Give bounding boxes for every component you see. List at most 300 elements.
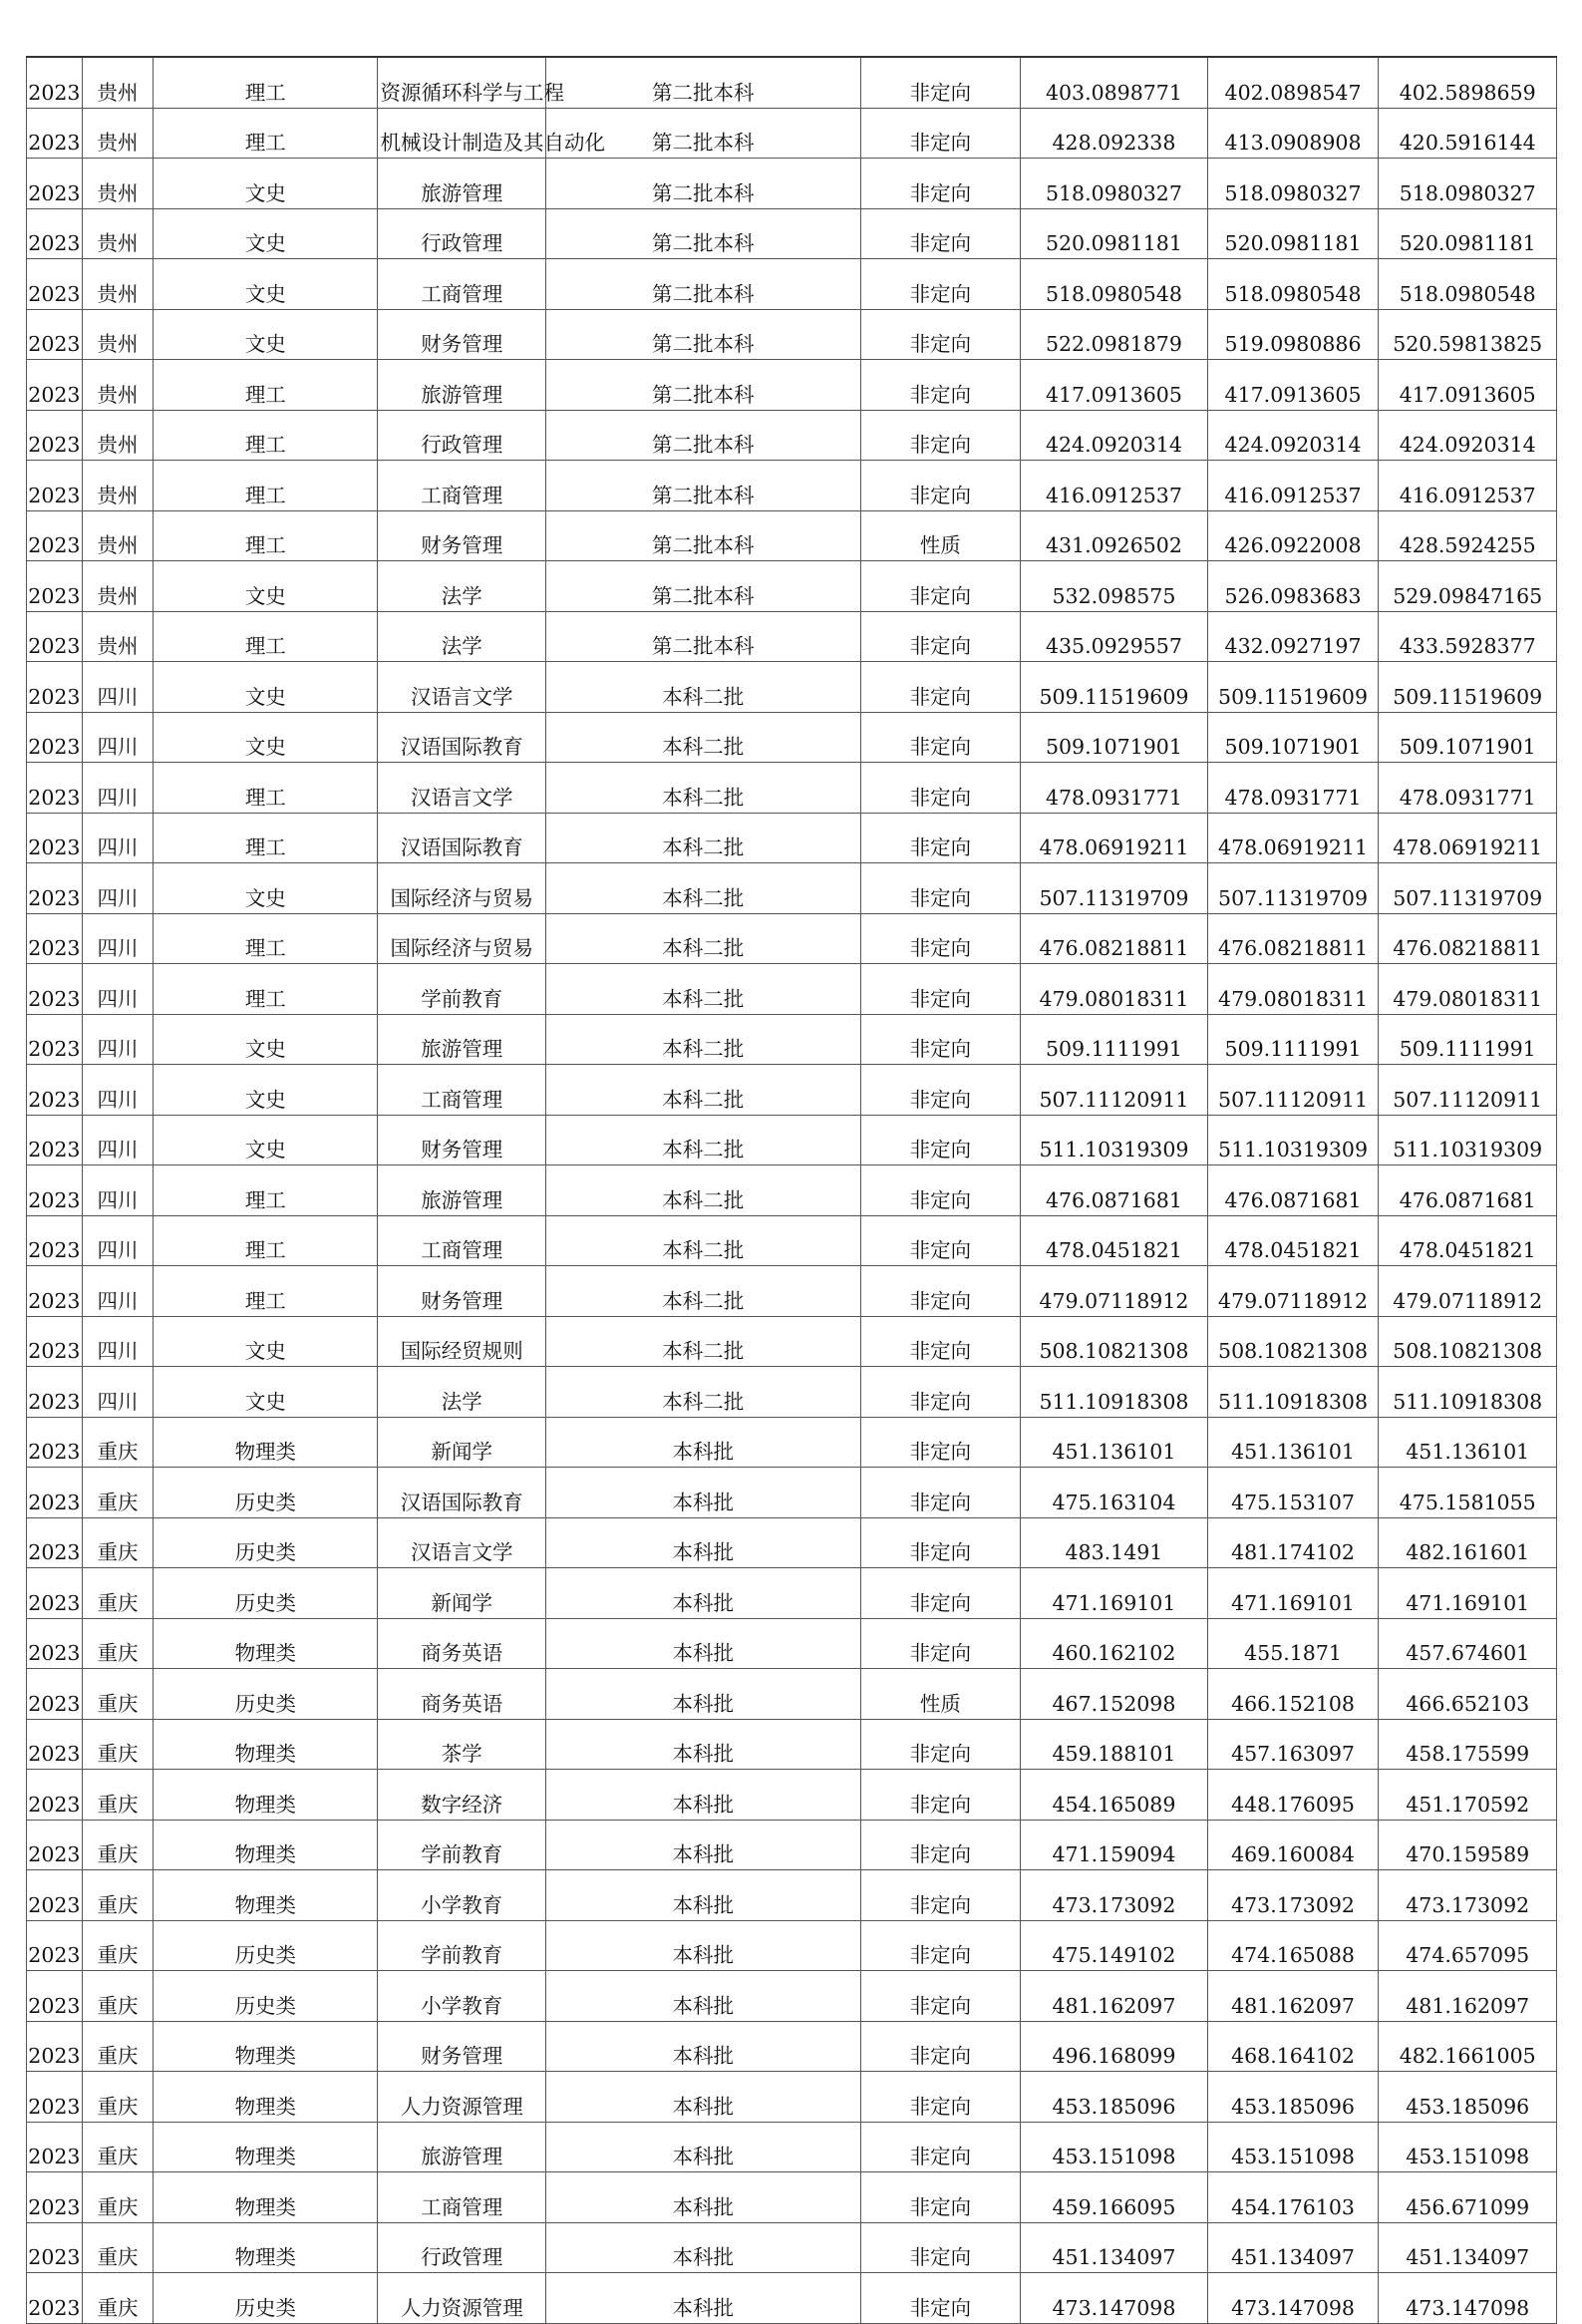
- year-cell: 2023: [27, 1719, 83, 1770]
- min-score-cell: 518.0980548: [1207, 259, 1379, 310]
- type-cell: 非定向: [860, 1770, 1021, 1821]
- type-cell: 非定向: [860, 913, 1021, 964]
- table-row: [27, 964, 1557, 1015]
- province-cell: 重庆: [82, 2021, 153, 2072]
- year-cell: 2023: [27, 1920, 83, 1971]
- max-score-cell: 403.0898771: [1021, 57, 1207, 108]
- batch-cell: 本科二批: [545, 913, 860, 964]
- min-score-cell: 507.11120911: [1207, 1065, 1379, 1116]
- category-cell: 理工: [154, 611, 378, 662]
- major-cell: 机械设计制造及其自动化: [378, 108, 545, 159]
- avg-score-cell: 456.671099: [1379, 2172, 1557, 2223]
- table-row: [27, 561, 1557, 612]
- avg-score-cell: 451.134097: [1379, 2222, 1557, 2273]
- table-row: [27, 1266, 1557, 1317]
- type-cell: 非定向: [860, 2273, 1021, 2324]
- category-cell: 文史: [154, 1316, 378, 1367]
- province-cell: 贵州: [82, 259, 153, 310]
- batch-cell: 本科批: [545, 1669, 860, 1720]
- table-row: [27, 2122, 1557, 2172]
- major-cell: 旅游管理: [378, 2122, 545, 2172]
- min-score-cell: 511.10319309: [1207, 1115, 1379, 1165]
- province-cell: 重庆: [82, 1669, 153, 1720]
- type-cell: 非定向: [860, 2021, 1021, 2072]
- batch-cell: 本科批: [545, 1719, 860, 1770]
- year-cell: 2023: [27, 611, 83, 662]
- category-cell: 物理类: [154, 1417, 378, 1468]
- category-cell: 文史: [154, 259, 378, 310]
- type-cell: 非定向: [860, 1870, 1021, 1921]
- min-score-cell: 474.165088: [1207, 1920, 1379, 1971]
- table-row: [27, 712, 1557, 763]
- province-cell: 四川: [82, 662, 153, 713]
- min-score-cell: 476.08218811: [1207, 913, 1379, 964]
- major-cell: 商务英语: [378, 1618, 545, 1669]
- major-cell: 新闻学: [378, 1417, 545, 1468]
- table-row: [27, 913, 1557, 964]
- province-cell: 贵州: [82, 108, 153, 159]
- max-score-cell: 460.162102: [1021, 1618, 1207, 1669]
- major-cell: 工商管理: [378, 1215, 545, 1266]
- table-row: [27, 1215, 1557, 1266]
- batch-cell: 第二批本科: [545, 611, 860, 662]
- type-cell: 非定向: [860, 159, 1021, 209]
- major-cell: 法学: [378, 561, 545, 612]
- max-score-cell: 453.151098: [1021, 2122, 1207, 2172]
- type-cell: 非定向: [860, 1165, 1021, 1216]
- province-cell: 重庆: [82, 1468, 153, 1518]
- year-cell: 2023: [27, 1971, 83, 2022]
- table-row: [27, 1367, 1557, 1418]
- avg-score-cell: 507.11120911: [1379, 1065, 1557, 1116]
- batch-cell: 本科二批: [545, 1367, 860, 1418]
- table-row: [27, 1820, 1557, 1870]
- category-cell: 文史: [154, 662, 378, 713]
- avg-score-cell: 482.1661005: [1379, 2021, 1557, 2072]
- batch-cell: 第二批本科: [545, 309, 860, 360]
- major-cell: 法学: [378, 611, 545, 662]
- batch-cell: 本科二批: [545, 1115, 860, 1165]
- province-cell: 四川: [82, 1316, 153, 1367]
- category-cell: 物理类: [154, 1770, 378, 1821]
- avg-score-cell: 476.0871681: [1379, 1165, 1557, 1216]
- province-cell: 四川: [82, 1367, 153, 1418]
- batch-cell: 本科批: [545, 2072, 860, 2123]
- year-cell: 2023: [27, 1820, 83, 1870]
- table-row: [27, 1517, 1557, 1568]
- province-cell: 四川: [82, 964, 153, 1015]
- major-cell: 国际经济与贸易: [378, 913, 545, 964]
- avg-score-cell: 402.5898659: [1379, 57, 1557, 108]
- batch-cell: 本科批: [545, 1417, 860, 1468]
- min-score-cell: 481.162097: [1207, 1971, 1379, 2022]
- min-score-cell: 466.152108: [1207, 1669, 1379, 1720]
- major-cell: 资源循环科学与工程: [378, 57, 545, 108]
- table-row: [27, 259, 1557, 310]
- province-cell: 重庆: [82, 1568, 153, 1619]
- year-cell: 2023: [27, 1014, 83, 1065]
- table-row: [27, 662, 1557, 713]
- major-cell: 工商管理: [378, 259, 545, 310]
- min-score-cell: 469.160084: [1207, 1820, 1379, 1870]
- table-row: [27, 1719, 1557, 1770]
- major-cell: 财务管理: [378, 309, 545, 360]
- batch-cell: 本科二批: [545, 763, 860, 814]
- min-score-cell: 453.185096: [1207, 2072, 1379, 2123]
- province-cell: 四川: [82, 1165, 153, 1216]
- min-score-cell: 509.1111991: [1207, 1014, 1379, 1065]
- category-cell: 历史类: [154, 1468, 378, 1518]
- major-cell: 小学教育: [378, 1971, 545, 2022]
- type-cell: 非定向: [860, 1115, 1021, 1165]
- year-cell: 2023: [27, 108, 83, 159]
- table-row: [27, 360, 1557, 411]
- province-cell: 重庆: [82, 1719, 153, 1770]
- major-cell: 国际经贸规则: [378, 1316, 545, 1367]
- year-cell: 2023: [27, 1669, 83, 1720]
- year-cell: 2023: [27, 57, 83, 108]
- table-row: [27, 2021, 1557, 2072]
- year-cell: 2023: [27, 309, 83, 360]
- type-cell: 非定向: [860, 2122, 1021, 2172]
- batch-cell: 本科二批: [545, 1014, 860, 1065]
- province-cell: 四川: [82, 813, 153, 863]
- province-cell: 四川: [82, 863, 153, 914]
- major-cell: 工商管理: [378, 461, 545, 511]
- avg-score-cell: 476.08218811: [1379, 913, 1557, 964]
- max-score-cell: 428.092338: [1021, 108, 1207, 159]
- province-cell: 重庆: [82, 2222, 153, 2273]
- table-row: [27, 611, 1557, 662]
- avg-score-cell: 457.674601: [1379, 1618, 1557, 1669]
- year-cell: 2023: [27, 712, 83, 763]
- avg-score-cell: 474.657095: [1379, 1920, 1557, 1971]
- type-cell: 非定向: [860, 1719, 1021, 1770]
- batch-cell: 本科二批: [545, 1266, 860, 1317]
- category-cell: 文史: [154, 309, 378, 360]
- province-cell: 贵州: [82, 159, 153, 209]
- type-cell: 非定向: [860, 1568, 1021, 1619]
- major-cell: 法学: [378, 1367, 545, 1418]
- year-cell: 2023: [27, 1316, 83, 1367]
- min-score-cell: 451.136101: [1207, 1417, 1379, 1468]
- max-score-cell: 451.136101: [1021, 1417, 1207, 1468]
- type-cell: 非定向: [860, 309, 1021, 360]
- province-cell: 贵州: [82, 208, 153, 259]
- type-cell: 非定向: [860, 208, 1021, 259]
- category-cell: 文史: [154, 712, 378, 763]
- batch-cell: 第二批本科: [545, 561, 860, 612]
- major-cell: 行政管理: [378, 410, 545, 461]
- table-row: [27, 1468, 1557, 1518]
- type-cell: 非定向: [860, 1014, 1021, 1065]
- year-cell: 2023: [27, 1517, 83, 1568]
- category-cell: 理工: [154, 1266, 378, 1317]
- avg-score-cell: 458.175599: [1379, 1719, 1557, 1770]
- batch-cell: 本科批: [545, 1770, 860, 1821]
- year-cell: 2023: [27, 259, 83, 310]
- min-score-cell: 473.173092: [1207, 1870, 1379, 1921]
- type-cell: 非定向: [860, 1468, 1021, 1518]
- category-cell: 物理类: [154, 2172, 378, 2223]
- max-score-cell: 453.185096: [1021, 2072, 1207, 2123]
- year-cell: 2023: [27, 763, 83, 814]
- batch-cell: 本科二批: [545, 712, 860, 763]
- type-cell: 非定向: [860, 1820, 1021, 1870]
- major-cell: 数字经济: [378, 1770, 545, 1821]
- type-cell: 非定向: [860, 1215, 1021, 1266]
- major-cell: 工商管理: [378, 2172, 545, 2223]
- table-row: [27, 461, 1557, 511]
- batch-cell: 第二批本科: [545, 461, 860, 511]
- year-cell: 2023: [27, 208, 83, 259]
- year-cell: 2023: [27, 863, 83, 914]
- max-score-cell: 511.10319309: [1021, 1115, 1207, 1165]
- type-cell: 非定向: [860, 712, 1021, 763]
- max-score-cell: 518.0980327: [1021, 159, 1207, 209]
- category-cell: 历史类: [154, 1971, 378, 2022]
- major-cell: 商务英语: [378, 1669, 545, 1720]
- major-cell: 汉语国际教育: [378, 1468, 545, 1518]
- table-row: [27, 1971, 1557, 2022]
- type-cell: 非定向: [860, 2072, 1021, 2123]
- table-row: [27, 108, 1557, 159]
- type-cell: 非定向: [860, 1367, 1021, 1418]
- avg-score-cell: 453.151098: [1379, 2122, 1557, 2172]
- min-score-cell: 508.10821308: [1207, 1316, 1379, 1367]
- province-cell: 四川: [82, 913, 153, 964]
- type-cell: 非定向: [860, 1316, 1021, 1367]
- max-score-cell: 508.10821308: [1021, 1316, 1207, 1367]
- table-row: [27, 159, 1557, 209]
- type-cell: 性质: [860, 1669, 1021, 1720]
- type-cell: 非定向: [860, 1618, 1021, 1669]
- avg-score-cell: 451.170592: [1379, 1770, 1557, 1821]
- batch-cell: 本科批: [545, 1517, 860, 1568]
- type-cell: 非定向: [860, 360, 1021, 411]
- avg-score-cell: 478.0451821: [1379, 1215, 1557, 1266]
- avg-score-cell: 509.11519609: [1379, 662, 1557, 713]
- batch-cell: 第二批本科: [545, 410, 860, 461]
- min-score-cell: 471.169101: [1207, 1568, 1379, 1619]
- batch-cell: 第二批本科: [545, 208, 860, 259]
- min-score-cell: 518.0980327: [1207, 159, 1379, 209]
- batch-cell: 第二批本科: [545, 259, 860, 310]
- year-cell: 2023: [27, 1065, 83, 1116]
- min-score-cell: 478.06919211: [1207, 813, 1379, 863]
- max-score-cell: 479.07118912: [1021, 1266, 1207, 1317]
- max-score-cell: 479.08018311: [1021, 964, 1207, 1015]
- avg-score-cell: 473.147098: [1379, 2273, 1557, 2324]
- category-cell: 理工: [154, 763, 378, 814]
- category-cell: 文史: [154, 208, 378, 259]
- year-cell: 2023: [27, 461, 83, 511]
- avg-score-cell: 428.5924255: [1379, 510, 1557, 561]
- avg-score-cell: 475.1581055: [1379, 1468, 1557, 1518]
- category-cell: 物理类: [154, 1870, 378, 1921]
- avg-score-cell: 420.5916144: [1379, 108, 1557, 159]
- province-cell: 贵州: [82, 57, 153, 108]
- year-cell: 2023: [27, 1770, 83, 1821]
- min-score-cell: 454.176103: [1207, 2172, 1379, 2223]
- min-score-cell: 475.153107: [1207, 1468, 1379, 1518]
- category-cell: 物理类: [154, 2122, 378, 2172]
- type-cell: 非定向: [860, 561, 1021, 612]
- min-score-cell: 479.08018311: [1207, 964, 1379, 1015]
- category-cell: 文史: [154, 1014, 378, 1065]
- table-row: [27, 208, 1557, 259]
- year-cell: 2023: [27, 561, 83, 612]
- table-row: [27, 309, 1557, 360]
- avg-score-cell: 417.0913605: [1379, 360, 1557, 411]
- major-cell: 工商管理: [378, 1065, 545, 1116]
- max-score-cell: 478.0931771: [1021, 763, 1207, 814]
- min-score-cell: 473.147098: [1207, 2273, 1379, 2324]
- batch-cell: 本科批: [545, 2172, 860, 2223]
- type-cell: 非定向: [860, 410, 1021, 461]
- avg-score-cell: 471.169101: [1379, 1568, 1557, 1619]
- category-cell: 物理类: [154, 2072, 378, 2123]
- type-cell: 非定向: [860, 2222, 1021, 2273]
- major-cell: 旅游管理: [378, 360, 545, 411]
- province-cell: 重庆: [82, 1517, 153, 1568]
- batch-cell: 第二批本科: [545, 108, 860, 159]
- category-cell: 理工: [154, 1215, 378, 1266]
- type-cell: 非定向: [860, 1920, 1021, 1971]
- batch-cell: 第二批本科: [545, 159, 860, 209]
- province-cell: 重庆: [82, 2172, 153, 2223]
- year-cell: 2023: [27, 1568, 83, 1619]
- major-cell: 汉语国际教育: [378, 813, 545, 863]
- category-cell: 文史: [154, 561, 378, 612]
- min-score-cell: 507.11319709: [1207, 863, 1379, 914]
- category-cell: 物理类: [154, 1618, 378, 1669]
- type-cell: 非定向: [860, 813, 1021, 863]
- category-cell: 理工: [154, 813, 378, 863]
- table-row: [27, 863, 1557, 914]
- category-cell: 文史: [154, 863, 378, 914]
- major-cell: 汉语言文学: [378, 763, 545, 814]
- table-row: [27, 1014, 1557, 1065]
- avg-score-cell: 473.173092: [1379, 1870, 1557, 1921]
- avg-score-cell: 511.10918308: [1379, 1367, 1557, 1418]
- avg-score-cell: 529.09847165: [1379, 561, 1557, 612]
- province-cell: 重庆: [82, 2273, 153, 2324]
- avg-score-cell: 416.0912537: [1379, 461, 1557, 511]
- type-cell: 非定向: [860, 1517, 1021, 1568]
- max-score-cell: 518.0980548: [1021, 259, 1207, 310]
- province-cell: 四川: [82, 1215, 153, 1266]
- year-cell: 2023: [27, 1115, 83, 1165]
- year-cell: 2023: [27, 1215, 83, 1266]
- max-score-cell: 467.152098: [1021, 1669, 1207, 1720]
- year-cell: 2023: [27, 662, 83, 713]
- year-cell: 2023: [27, 2072, 83, 2123]
- province-cell: 四川: [82, 1014, 153, 1065]
- year-cell: 2023: [27, 1165, 83, 1216]
- min-score-cell: 453.151098: [1207, 2122, 1379, 2172]
- major-cell: 汉语言文学: [378, 662, 545, 713]
- table-row: [27, 510, 1557, 561]
- max-score-cell: 417.0913605: [1021, 360, 1207, 411]
- batch-cell: 本科二批: [545, 1065, 860, 1116]
- province-cell: 四川: [82, 1115, 153, 1165]
- max-score-cell: 416.0912537: [1021, 461, 1207, 511]
- province-cell: 重庆: [82, 2072, 153, 2123]
- batch-cell: 本科批: [545, 2122, 860, 2172]
- batch-cell: 第二批本科: [545, 510, 860, 561]
- max-score-cell: 424.0920314: [1021, 410, 1207, 461]
- year-cell: 2023: [27, 1468, 83, 1518]
- max-score-cell: 520.0981181: [1021, 208, 1207, 259]
- max-score-cell: 478.0451821: [1021, 1215, 1207, 1266]
- year-cell: 2023: [27, 1417, 83, 1468]
- avg-score-cell: 424.0920314: [1379, 410, 1557, 461]
- table-row: [27, 1618, 1557, 1669]
- category-cell: 理工: [154, 1165, 378, 1216]
- min-score-cell: 526.0983683: [1207, 561, 1379, 612]
- major-cell: 汉语国际教育: [378, 712, 545, 763]
- avg-score-cell: 518.0980548: [1379, 259, 1557, 310]
- province-cell: 贵州: [82, 461, 153, 511]
- major-cell: 财务管理: [378, 1115, 545, 1165]
- year-cell: 2023: [27, 964, 83, 1015]
- max-score-cell: 509.11519609: [1021, 662, 1207, 713]
- avg-score-cell: 451.136101: [1379, 1417, 1557, 1468]
- min-score-cell: 468.164102: [1207, 2021, 1379, 2072]
- type-cell: 非定向: [860, 763, 1021, 814]
- min-score-cell: 509.11519609: [1207, 662, 1379, 713]
- max-score-cell: 435.0929557: [1021, 611, 1207, 662]
- category-cell: 文史: [154, 1115, 378, 1165]
- year-cell: 2023: [27, 2172, 83, 2223]
- year-cell: 2023: [27, 2273, 83, 2324]
- province-cell: 贵州: [82, 561, 153, 612]
- year-cell: 2023: [27, 510, 83, 561]
- table-row: [27, 410, 1557, 461]
- category-cell: 物理类: [154, 1820, 378, 1870]
- year-cell: 2023: [27, 410, 83, 461]
- avg-score-cell: 478.06919211: [1379, 813, 1557, 863]
- table-row: [27, 57, 1557, 108]
- batch-cell: 本科二批: [545, 1316, 860, 1367]
- max-score-cell: 475.163104: [1021, 1468, 1207, 1518]
- min-score-cell: 424.0920314: [1207, 410, 1379, 461]
- table-row: [27, 1568, 1557, 1619]
- table-body: [27, 57, 1557, 2323]
- year-cell: 2023: [27, 1618, 83, 1669]
- major-cell: 学前教育: [378, 964, 545, 1015]
- table-row: [27, 763, 1557, 814]
- table-row: [27, 813, 1557, 863]
- category-cell: 文史: [154, 1367, 378, 1418]
- table-row: [27, 1770, 1557, 1821]
- table-row: [27, 1115, 1557, 1165]
- max-score-cell: 481.162097: [1021, 1971, 1207, 2022]
- max-score-cell: 507.11120911: [1021, 1065, 1207, 1116]
- province-cell: 重庆: [82, 1618, 153, 1669]
- category-cell: 理工: [154, 108, 378, 159]
- min-score-cell: 416.0912537: [1207, 461, 1379, 511]
- avg-score-cell: 479.08018311: [1379, 964, 1557, 1015]
- province-cell: 重庆: [82, 1920, 153, 1971]
- batch-cell: 本科批: [545, 1920, 860, 1971]
- avg-score-cell: 508.10821308: [1379, 1316, 1557, 1367]
- province-cell: 重庆: [82, 2122, 153, 2172]
- max-score-cell: 431.0926502: [1021, 510, 1207, 561]
- major-cell: 小学教育: [378, 1870, 545, 1921]
- type-cell: 非定向: [860, 461, 1021, 511]
